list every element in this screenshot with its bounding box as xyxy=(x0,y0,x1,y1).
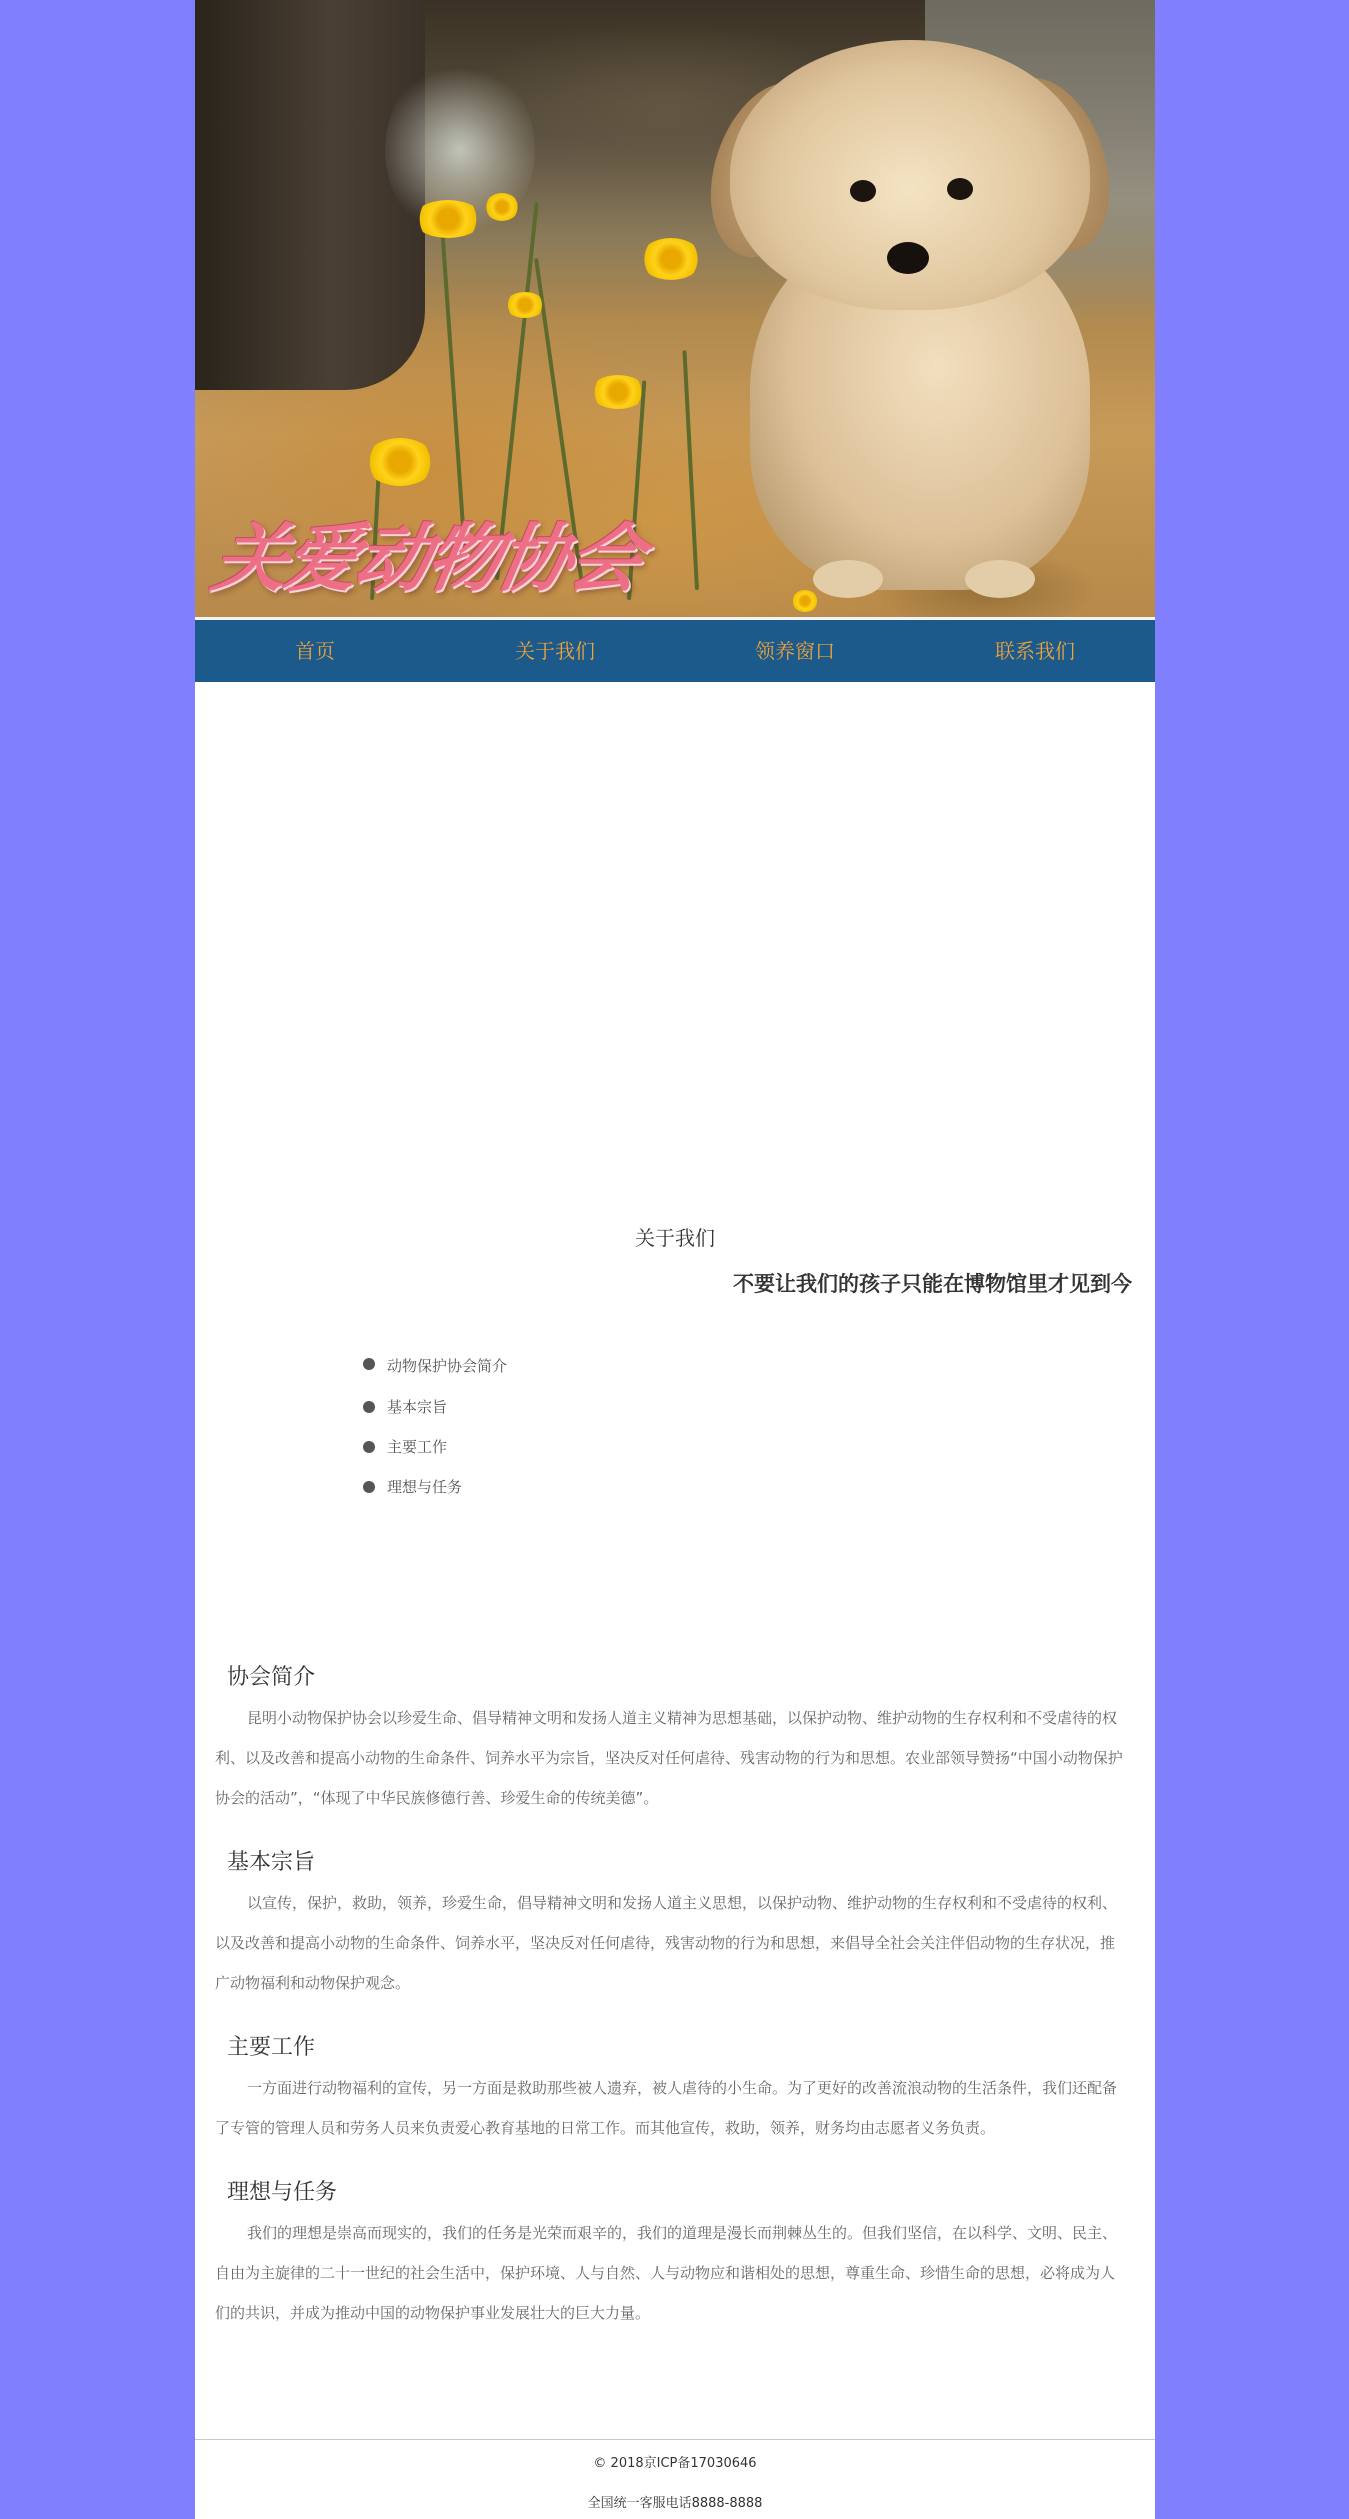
dandelion-flower xyxy=(640,238,702,280)
menu-item-work[interactable]: 主要工作 xyxy=(363,1427,523,1467)
flower-stem xyxy=(682,350,699,590)
nav-item-about[interactable]: 关于我们 xyxy=(515,639,595,663)
menu-item-label: 动物保护协会简介 xyxy=(387,1357,508,1375)
section-title: 协会简介 xyxy=(227,1665,316,1690)
dandelion-flower xyxy=(485,193,519,221)
dog-nose xyxy=(887,242,929,274)
section-intro xyxy=(215,1658,1125,1818)
section-purpose xyxy=(215,1843,1125,2003)
site-logo-text: 关爱动物协会 xyxy=(206,516,648,602)
section-text: 一方面进行动物福利的宣传，另一方面是救助那些被人遗弃，被人虐待的小生命。为了更好的改善流浪动物的生活条件，我们还配备了专管的管理人员和劳务人员来负责爱心教育基地的日常工作。而其他宣传，救助，领养，财务均由志愿者义务负责。 xyxy=(215,2079,1118,2137)
menu-item-purpose[interactable]: 基本宗旨 xyxy=(363,1387,523,1427)
section-work xyxy=(215,2028,1125,2148)
footer-copyright: © 2018京ICP备17030646 xyxy=(593,2456,757,2471)
dog-eye xyxy=(947,178,973,200)
section-title: 基本宗旨 xyxy=(227,1850,316,1875)
footer-divider xyxy=(195,2439,1155,2440)
dandelion-flower xyxy=(413,200,483,238)
section-mission xyxy=(215,2173,1125,2333)
dandelion-flower xyxy=(590,375,646,409)
menu-item-intro[interactable] xyxy=(363,1345,523,1387)
nav-item-contact[interactable]: 联系我们 xyxy=(995,639,1075,663)
nav-item-home[interactable]: 首页 xyxy=(295,639,335,663)
tree-trunk xyxy=(195,0,425,390)
about-heading: 关于我们 xyxy=(635,1226,715,1250)
section-menu xyxy=(363,1345,523,1507)
dog-eye xyxy=(850,180,876,202)
dog-paw xyxy=(813,560,883,598)
section-text: 我们的理想是崇高而现实的，我们的任务是光荣而艰辛的，我们的道理是漫长而荆棘丛生的。但我们坚信，在以科学、文明、民主、自由为主旋律的二十一世纪的社会生活中，保护环境、人与自然、人与动物应和谐相处的思想，尊重生命、珍惜生命的思想，必将成为人们的共识，并成为推动中国的动物保护事业发展壮大的巨大力量。 xyxy=(215,2224,1118,2322)
footer-hotline: 全国统一客服电话8888-8888 xyxy=(587,2496,763,2511)
dandelion-flower xyxy=(505,292,545,318)
section-title: 主要工作 xyxy=(227,2035,316,2060)
menu-item-mission[interactable]: 理想与任务 xyxy=(363,1467,523,1507)
section-text: 以宣传，保护，救助，领养，珍爱生命，倡导精神文明和发扬人道主义思想，以保护动物、维护动物的生存权利和不受虐待的权利、以及改善和提高小动物的生命条件、饲养水平，坚决反对任何虐待，残害动物的行为和思想，来倡导全社会关注伴侣动物的生存状况，推广动物福利和动物保护观念。 xyxy=(215,1894,1118,1992)
header-banner xyxy=(195,0,1155,620)
dandelion-flower xyxy=(365,438,435,486)
main-navigation xyxy=(195,620,1155,682)
dandelion-flower xyxy=(792,590,818,612)
section-text: 昆明小动物保护协会以珍爱生命、倡导精神文明和发扬人道主义精神为思想基础，以保护动物、维护动物的生存权利和不受虐待的权利、以及改善和提高小动物的生命条件、饲养水平为宗旨，坚决反对任何虐待、残害动物的行为和思想。农业部领导赞扬“中国小动物保护协会的活动”，“体现了中华民族修德行善、珍爱生命的传统美德”。 xyxy=(215,1709,1123,1807)
nav-item-adoption[interactable]: 领养窗口 xyxy=(755,639,835,663)
dog-paw xyxy=(965,560,1035,598)
slogan-marquee: 不要让我们的孩子只能在博物馆里才见到今 xyxy=(733,1272,1132,1296)
section-title: 理想与任务 xyxy=(227,2180,338,2205)
page-container xyxy=(195,0,1155,2519)
